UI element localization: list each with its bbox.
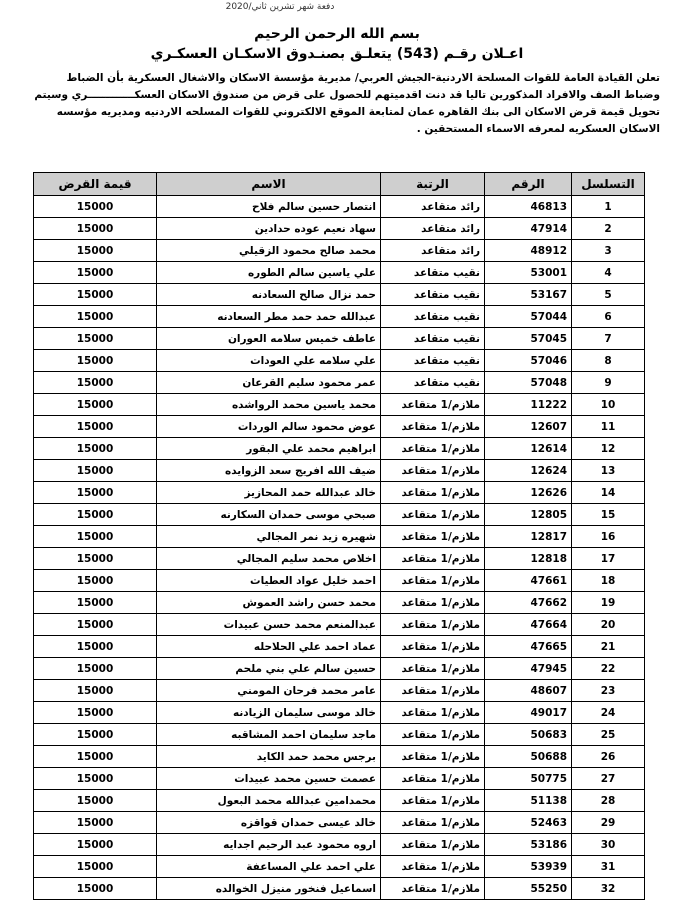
cell-name: خالد عيسى حمدان قواقزه (157, 812, 381, 834)
cell-amount: 15000 (34, 570, 157, 592)
cell-rank: ملازم/1 متقاعد (381, 658, 485, 680)
table-row (34, 482, 645, 504)
cell-number: 51138 (485, 790, 572, 812)
cell-amount: 15000 (34, 834, 157, 856)
cell-number: 12607 (485, 416, 572, 438)
cell-rank: ملازم/1 متقاعد (381, 636, 485, 658)
basmala-heading: بسم الله الرحمن الرحيم (254, 26, 420, 42)
cell-number: 53186 (485, 834, 572, 856)
cell-seq: 15 (572, 504, 645, 526)
cell-amount: 15000 (34, 878, 157, 900)
table-row (34, 570, 645, 592)
cell-number: 46813 (485, 196, 572, 218)
cell-seq: 30 (572, 834, 645, 856)
cell-rank: نقيب متقاعد (381, 262, 485, 284)
cell-number: 53939 (485, 856, 572, 878)
cell-amount: 15000 (34, 328, 157, 350)
cell-amount: 15000 (34, 746, 157, 768)
cell-number: 11222 (485, 394, 572, 416)
cell-seq: 19 (572, 592, 645, 614)
announcement-body: تعلن القيادة العامة للقوات المسلحة الاردنية-الجيش العربي/ مديرية مؤسسة الاسكان والاشغال العسكرية بأن الضباط وضباط الصف والافراد المذكورين تاليا قد دنت اقدميتهم للحصول على قرض من صندوق الاسكان العسكـــــــــــــري وسيتم تحويل قيمة قرض الاسكان الى بنك القاهره عمان لمتابعة الموقع الالكتروني للقوات المسلحه الاردنيه ومديريه مؤسسه الاسكان العسكريه لمعرفه الاسماء المستحقين . (34, 72, 660, 135)
table-row (34, 262, 645, 284)
cell-amount: 15000 (34, 218, 157, 240)
cell-amount: 15000 (34, 768, 157, 790)
cell-seq: 24 (572, 702, 645, 724)
cell-name: عمر محمود سليم القرعان (157, 372, 381, 394)
cell-seq: 23 (572, 680, 645, 702)
table-row (34, 768, 645, 790)
cell-seq: 27 (572, 768, 645, 790)
cell-seq: 29 (572, 812, 645, 834)
cell-rank: ملازم/1 متقاعد (381, 504, 485, 526)
table-row (34, 834, 645, 856)
cell-seq: 12 (572, 438, 645, 460)
cell-number: 52463 (485, 812, 572, 834)
cell-rank: نقيب متقاعد (381, 350, 485, 372)
cell-name: اخلاص محمد سليم المجالي (157, 548, 381, 570)
cell-seq: 31 (572, 856, 645, 878)
cell-seq: 32 (572, 878, 645, 900)
table-row (34, 460, 645, 482)
table-row (34, 328, 645, 350)
batch-date-note: دفعة شهر تشرين ثاني/2020 (225, 2, 335, 12)
cell-seq: 25 (572, 724, 645, 746)
cell-number: 47661 (485, 570, 572, 592)
cell-seq: 26 (572, 746, 645, 768)
table-row (34, 416, 645, 438)
table-row (34, 306, 645, 328)
cell-name: علي ياسين سالم الطوره (157, 262, 381, 284)
table-row (34, 240, 645, 262)
cell-number: 50683 (485, 724, 572, 746)
cell-name: حسين سالم علي بني ملحم (157, 658, 381, 680)
cell-name: عصمت حسين محمد عبيدات (157, 768, 381, 790)
table-body (34, 196, 645, 900)
cell-rank: نقيب متقاعد (381, 306, 485, 328)
cell-seq: 21 (572, 636, 645, 658)
cell-amount: 15000 (34, 482, 157, 504)
cell-name: انتصار حسين سالم فلاح (157, 196, 381, 218)
cell-rank: ملازم/1 متقاعد (381, 856, 485, 878)
cell-amount: 15000 (34, 460, 157, 482)
cell-seq: 11 (572, 416, 645, 438)
cell-amount: 15000 (34, 856, 157, 878)
cell-name: محمد حسن راشد العموش (157, 592, 381, 614)
cell-seq: 3 (572, 240, 645, 262)
cell-amount: 15000 (34, 526, 157, 548)
table-row (34, 592, 645, 614)
cell-seq: 9 (572, 372, 645, 394)
cell-rank: ملازم/1 متقاعد (381, 460, 485, 482)
table-row (34, 790, 645, 812)
cell-rank: نقيب متقاعد (381, 372, 485, 394)
cell-name: اسماعيل فنخور منيزل الخوالده (157, 878, 381, 900)
header-rank: الرتبة (381, 173, 485, 196)
cell-amount: 15000 (34, 416, 157, 438)
cell-number: 48912 (485, 240, 572, 262)
header-name: الاسم (157, 173, 381, 196)
cell-name: سهاد نعيم عوده حدادين (157, 218, 381, 240)
cell-seq: 22 (572, 658, 645, 680)
cell-rank: ملازم/1 متقاعد (381, 724, 485, 746)
cell-amount: 15000 (34, 504, 157, 526)
cell-number: 47945 (485, 658, 572, 680)
cell-name: شهيره زيد نمر المجالي (157, 526, 381, 548)
cell-number: 47914 (485, 218, 572, 240)
cell-seq: 5 (572, 284, 645, 306)
cell-number: 53167 (485, 284, 572, 306)
table-row (34, 196, 645, 218)
cell-rank: نقيب متقاعد (381, 328, 485, 350)
cell-amount: 15000 (34, 262, 157, 284)
table-row (34, 856, 645, 878)
cell-rank: ملازم/1 متقاعد (381, 834, 485, 856)
cell-rank: ملازم/1 متقاعد (381, 702, 485, 724)
cell-amount: 15000 (34, 680, 157, 702)
cell-amount: 15000 (34, 812, 157, 834)
cell-name: ضيف الله افريج سعد الزوايده (157, 460, 381, 482)
header-seq: التسلسل (572, 173, 645, 196)
cell-number: 47662 (485, 592, 572, 614)
cell-amount: 15000 (34, 284, 157, 306)
table-row (34, 438, 645, 460)
cell-amount: 15000 (34, 790, 157, 812)
cell-seq: 20 (572, 614, 645, 636)
cell-rank: ملازم/1 متقاعد (381, 790, 485, 812)
cell-rank: ملازم/1 متقاعد (381, 394, 485, 416)
cell-seq: 13 (572, 460, 645, 482)
cell-amount: 15000 (34, 350, 157, 372)
cell-rank: نقيب متقاعد (381, 284, 485, 306)
cell-rank: ملازم/1 متقاعد (381, 746, 485, 768)
cell-seq: 2 (572, 218, 645, 240)
cell-seq: 1 (572, 196, 645, 218)
cell-name: برجس محمد حمد الكايد (157, 746, 381, 768)
cell-number: 47665 (485, 636, 572, 658)
cell-seq: 7 (572, 328, 645, 350)
cell-rank: ملازم/1 متقاعد (381, 812, 485, 834)
cell-name: عماد احمد علي الحلاحله (157, 636, 381, 658)
cell-number: 57046 (485, 350, 572, 372)
cell-amount: 15000 (34, 438, 157, 460)
cell-amount: 15000 (34, 614, 157, 636)
cell-number: 12614 (485, 438, 572, 460)
table-row (34, 680, 645, 702)
cell-number: 12817 (485, 526, 572, 548)
cell-number: 53001 (485, 262, 572, 284)
cell-number: 12624 (485, 460, 572, 482)
cell-seq: 17 (572, 548, 645, 570)
table-row (34, 724, 645, 746)
table-row (34, 658, 645, 680)
cell-name: عاطف خميس سلامه العوران (157, 328, 381, 350)
table-row (34, 372, 645, 394)
cell-seq: 8 (572, 350, 645, 372)
cell-amount: 15000 (34, 636, 157, 658)
cell-rank: ملازم/1 متقاعد (381, 768, 485, 790)
cell-seq: 4 (572, 262, 645, 284)
cell-number: 57045 (485, 328, 572, 350)
cell-name: عامر محمد فرحان المومني (157, 680, 381, 702)
cell-amount: 15000 (34, 240, 157, 262)
cell-name: احمد خليل عواد العطيات (157, 570, 381, 592)
table-row (34, 878, 645, 900)
table-row (34, 636, 645, 658)
announcement-title: اعـلان رقـم (543) يتعلـق بصنـدوق الاسكـان العسكـري (150, 46, 524, 62)
cell-name: محمدامين عبدالله محمد البعول (157, 790, 381, 812)
cell-name: خالد موسى سليمان الزيادنه (157, 702, 381, 724)
loan-recipients-table (33, 172, 645, 900)
cell-number: 55250 (485, 878, 572, 900)
cell-number: 57044 (485, 306, 572, 328)
cell-number: 49017 (485, 702, 572, 724)
cell-rank: رائد متقاعد (381, 240, 485, 262)
cell-number: 12626 (485, 482, 572, 504)
cell-seq: 18 (572, 570, 645, 592)
cell-rank: رائد متقاعد (381, 218, 485, 240)
cell-amount: 15000 (34, 658, 157, 680)
cell-name: اروه محمود عبد الرحيم اجدايه (157, 834, 381, 856)
cell-rank: ملازم/1 متقاعد (381, 878, 485, 900)
cell-amount: 15000 (34, 306, 157, 328)
cell-rank: ملازم/1 متقاعد (381, 548, 485, 570)
cell-seq: 6 (572, 306, 645, 328)
cell-name: علي سلامه علي العودات (157, 350, 381, 372)
table-header-row (34, 173, 645, 196)
table-row (34, 504, 645, 526)
cell-number: 12818 (485, 548, 572, 570)
cell-name: خالد عبدالله حمد المحازيز (157, 482, 381, 504)
cell-rank: ملازم/1 متقاعد (381, 438, 485, 460)
cell-rank: ملازم/1 متقاعد (381, 526, 485, 548)
table-row (34, 284, 645, 306)
header-amount: قيمة القرض (34, 173, 157, 196)
cell-name: ماجد سليمان احمد المشاقبه (157, 724, 381, 746)
cell-amount: 15000 (34, 196, 157, 218)
cell-number: 57048 (485, 372, 572, 394)
cell-amount: 15000 (34, 394, 157, 416)
cell-number: 47664 (485, 614, 572, 636)
cell-rank: رائد متقاعد (381, 196, 485, 218)
cell-rank: ملازم/1 متقاعد (381, 570, 485, 592)
cell-seq: 28 (572, 790, 645, 812)
cell-number: 50688 (485, 746, 572, 768)
cell-name: ابراهيم محمد علي البقور (157, 438, 381, 460)
cell-name: محمد ياسين محمد الرواشده (157, 394, 381, 416)
cell-name: محمد صالح محمود الزقيلي (157, 240, 381, 262)
cell-rank: ملازم/1 متقاعد (381, 482, 485, 504)
cell-amount: 15000 (34, 372, 157, 394)
cell-amount: 15000 (34, 702, 157, 724)
cell-rank: ملازم/1 متقاعد (381, 416, 485, 438)
cell-number: 48607 (485, 680, 572, 702)
cell-rank: ملازم/1 متقاعد (381, 614, 485, 636)
cell-rank: ملازم/1 متقاعد (381, 592, 485, 614)
cell-amount: 15000 (34, 592, 157, 614)
cell-name: عبدالمنعم محمد حسن عبيدات (157, 614, 381, 636)
table-row (34, 614, 645, 636)
cell-name: عبدالله حمد حمد مطر السعادنه (157, 306, 381, 328)
header-number: الرقم (485, 173, 572, 196)
cell-seq: 16 (572, 526, 645, 548)
table-row (34, 526, 645, 548)
cell-number: 12805 (485, 504, 572, 526)
table-row (34, 746, 645, 768)
cell-rank: ملازم/1 متقاعد (381, 680, 485, 702)
cell-seq: 10 (572, 394, 645, 416)
cell-name: حمد نزال صالح السعادنه (157, 284, 381, 306)
cell-name: عوض محمود سالم الوردات (157, 416, 381, 438)
cell-amount: 15000 (34, 724, 157, 746)
cell-name: علي احمد علي المساعفة (157, 856, 381, 878)
table-row (34, 350, 645, 372)
table-row (34, 702, 645, 724)
table-row (34, 218, 645, 240)
table-row (34, 394, 645, 416)
cell-name: صبحي موسى حمدان السكارنه (157, 504, 381, 526)
cell-seq: 14 (572, 482, 645, 504)
table-row (34, 812, 645, 834)
cell-number: 50775 (485, 768, 572, 790)
cell-amount: 15000 (34, 548, 157, 570)
table-row (34, 548, 645, 570)
